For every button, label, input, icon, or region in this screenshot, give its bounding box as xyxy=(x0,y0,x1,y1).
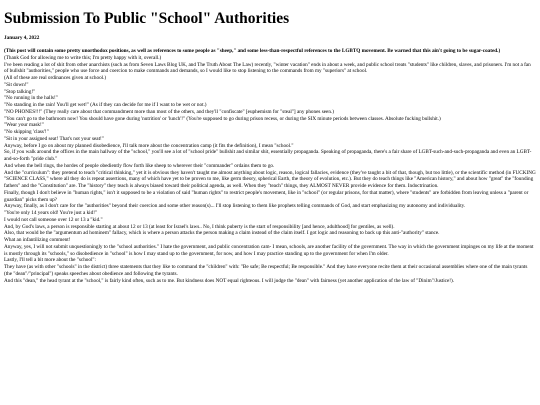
paragraph: Anyway, finally, as I don't care for the "authorities" beyond their coercion and some other reason(s)... I'll stop listening to them like prophets telling commands of God, and start emphasizing my autonomy and individuality. xyxy=(4,203,466,210)
post-body xyxy=(4,55,536,285)
paragraph: (Thank God for allowing me to write this; I'm pretty happy with it, overall.) xyxy=(4,54,162,61)
paragraph: I've been reading a lot of shit from other anarchists (such as from Seven Laws Blog UK, and The Truth About The Law) recently, "winter vacation" ends in about a week, and public school treats "students" like children, slaves, and prisoners. I'm not a fan of bullshit "authorities," people who use force and coercion to make commands and demands, so I would like to stop listening to the commands from my "superiors" at school. xyxy=(4,61,531,75)
paragraph: Anyway, yes, I will not submit unquestioningly to the "school authorities." I hate the government, and public concentration cam- I mean, schools, are another facility of the government. The way in which the government impinges on my life at the moment is mostly through its "schools," so disobedience in "school" is how I may stand up to the government, for now, and how I may practice standing up to the government for when I'm older. xyxy=(4,243,534,257)
paragraph: And, by God's laws, a person is responsible starting at about 12 or 13 (at least for Israel's laws.. No, I think puberty is the start of responsibility [and hence, adulthood] for gentiles, as well). xyxy=(4,223,395,230)
paragraph: (All of these are real ordinances given at school.) xyxy=(4,75,107,82)
paragraph: They have (as with other "schools" in the district) three statements that they like to command the "children" with: "Be safe; Be respectful; Be responsible." And they have everyone recite them at their occasional assemblies where one of the main tyrants (the "dean"/"principal") speaks speeches about obedience and following the tyrants. xyxy=(4,264,528,277)
paragraph: "NO PHONES!!!" (They really care about that commandment more than most of the others, and they'll "confiscate" [euphemism for "steal"] any phones seen.) xyxy=(4,108,334,115)
paragraph: "Stop talking!" xyxy=(4,88,36,95)
paragraph: Lastly, I'll tell a bit more about the "school": xyxy=(4,257,96,264)
paragraph: And the "curriculum": they pretend to teach "critical thinking," yet it is obvious they haven't taught me almost anything about logic, reason, logical fallacies, evidence (they've taught a bit of that, though, but too little), or the scientific method (in FUCKING "SCIENCE CLASS," where all they do is repeat assertions, many of which have yet to be proven to me, like germ theory, spherical Earth, the theory of evolution, etc.). But they do teach things like "American history," and about how "great" the "founding fathers" and the "Constitution" are. The "history" they teach is always biased toward their political agenda, as well. When they "teach" things, they ALMOST NEVER provide evidence for them. Indoctrination. xyxy=(4,169,536,190)
paragraph: Also, that would be the "argumentum ad hominem" fallacy, which is where a person attacks the person making a claim instead of the claim itself. I got logic and reasoning to back up this anti-"authority" stance. xyxy=(4,230,440,237)
paragraph: What an infantilizing comment! xyxy=(4,237,71,244)
paragraph: "No standing in the rain! You'll get wet!" (As if they can decide for me if I want to be wet or not.) xyxy=(4,102,207,109)
paragraph: "You're only 14 years old! You're just a kid!" xyxy=(4,210,98,217)
paragraph: Finally, though I don't believe in "human rights," isn't it supposed to be a violation of said "human rights" to restrict people's movement, like in "school" (or regular prisons, for that matter), where "students" are forbidden from leaving unless a "parent or guardian" picks them up? xyxy=(4,189,529,203)
post-date: January 4, 2022 xyxy=(4,35,40,42)
paragraph: And when the bell rings, the hordes of people obediently flow forth like sheep to wherever their "commander" ordains them to go. xyxy=(4,162,275,169)
paragraph: So, if you walk around the offices in the main hallway of the "school," you'll see a lot of "school pride" bullshit and similar shit, essentially propaganda. Speaking of propaganda, there's a fair share of LGBT-such-and-such-propaganda and even an LGBT-and-so-forth "pride club." xyxy=(4,149,532,163)
paragraph: "No skipping 'class'!" xyxy=(4,129,49,136)
paragraph: "No running in the halls!" xyxy=(4,95,58,102)
content-warning: (This post will contain some pretty unorthodox positions, as well as references to some people as "sheep," and some less-than-respectful references to the LGBTQ movement. Be warned that this ain't going to be sugar-coated.) xyxy=(4,48,501,55)
post-title: Submission To Public "School" Authorities xyxy=(4,10,290,27)
paragraph: I would not call someone over 12 or 13 a "kid." xyxy=(4,216,103,223)
paragraph: "Wear your mask!" xyxy=(4,122,44,129)
paragraph: "Sit in your assigned seat! That's not your seat!" xyxy=(4,135,104,142)
paragraph: "You can't go to the bathroom now! You should have gone during 'nutrition' or 'lunch'!" (You're supposed to go during prison recess, or during the SIX minute periods between classes. Absolute fucking bullshit.) xyxy=(4,115,441,122)
paragraph: And this "dean," the head tyrant at the "school," is fairly kind often, such as to me. But kindness does NOT equal righteous. I will judge the "dean" with fairness (yet another application of the law of "Dinim"/Justice!). xyxy=(4,277,455,284)
paragraph: Anyway, before I go on about my planned disobedience, I'll talk more about the concentration camp (it fits the definition), I mean "school." xyxy=(4,142,294,149)
paragraph: "Sit down!" xyxy=(4,81,29,88)
